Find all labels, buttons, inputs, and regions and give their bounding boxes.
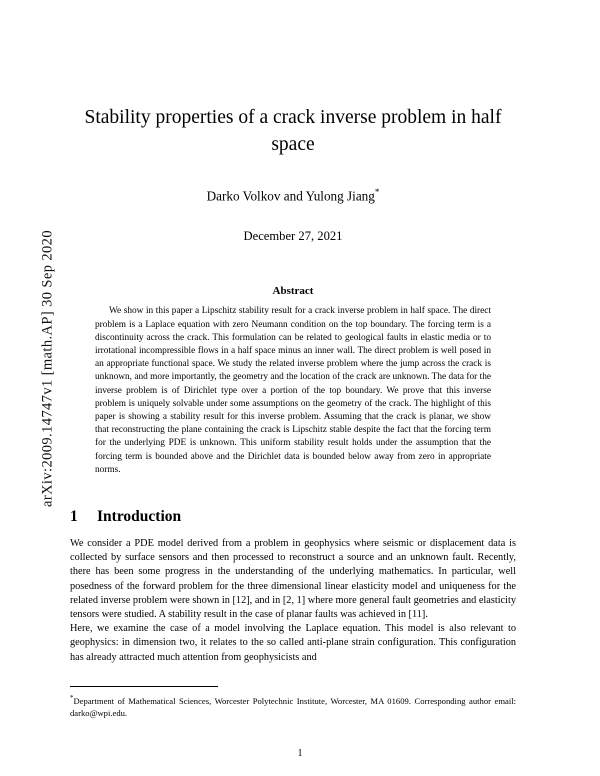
intro-paragraph-2: Here, we examine the case of a model involving the Laplace equation. This model is also relevant to geophysics: in dimension two, it relates to the so called anti-plane strain configuration. This configuration has already attracted much attention from geophysicists and xyxy=(70,623,516,663)
abstract-text xyxy=(95,305,491,477)
publication-date: December 27, 2021 xyxy=(243,229,343,244)
section-title: Introduction xyxy=(97,508,182,526)
paper-content-column xyxy=(70,0,516,776)
section-heading-introduction xyxy=(70,508,516,526)
page-number: 1 xyxy=(297,748,303,759)
abstract-heading: Abstract xyxy=(272,285,314,298)
footnote-marker: * xyxy=(70,694,74,702)
footnote-separator-rule xyxy=(70,686,218,687)
abstract-body-text: We show in this paper a Lipschitz stability result for a crack inverse problem in half space. The direct problem is a Laplace equation with zero Neumann condition on the top boundary. The forcing term is a discontinuity across the crack. This formulation can be related to geological faults in elastic media or to irrotational incompressible flows in a half space minus an inner wall. The direct problem is well posed in an appropriate functional space. We study the related inverse problem where the jump across the crack is unknown, and more importantly, the geometry and the location of the crack are unknown. The data for the inverse problem is of Dirichlet type over a portion of the top boundary. We prove that this inverse problem is uniquely solvable under some assumptions on the geometry of the crack. The highlight of this paper is showing a stability result for this inverse problem. Assuming that the crack is planar, we show that reconstructing the plane containing the crack is Lipschitz stable despite the fact that the forcing term for the underlying PDE is unknown. This uniform stability result holds under the assumption that the forcing term is bounded above and the Dirichlet data is bounded below away from zero in appropriate norms. xyxy=(95,306,491,475)
author-footnote-marker: * xyxy=(374,187,380,197)
footnote-body: Department of Mathematical Sciences, Worcester Polytechnic Institute, Worcester, MA 01609. Corresponding author email: darko@wpi.edu. xyxy=(70,695,516,718)
section-number: 1 xyxy=(70,508,78,526)
author-names: Darko Volkov and Yulong Jiang xyxy=(206,188,375,204)
footnote-text xyxy=(70,692,516,719)
page-title: Stability properties of a crack inverse problem in half space xyxy=(84,107,502,155)
introduction-body xyxy=(70,537,516,665)
intro-paragraph-1: We consider a PDE model derived from a problem in geophysics where seismic or displacement data is collected by surface sensors and then processed to reconstruct a source and an unknown fault. Recently, there has been some progress in the understanding of the underlying mathematics. In particular, well posedness of the forward problem for the three dimensional linear elasticity model and uniqueness for the related inverse problem were shown in [12], and in [2, 1] where more general fault geometries and elasticity tensors were studied. A stability result in the case of planar faults was achieved in [11]. xyxy=(70,538,516,621)
arxiv-identifier-stamp: arXiv:2009.14747v1 [math.AP] 30 Sep 2020 xyxy=(39,230,56,507)
author-line xyxy=(70,187,516,204)
